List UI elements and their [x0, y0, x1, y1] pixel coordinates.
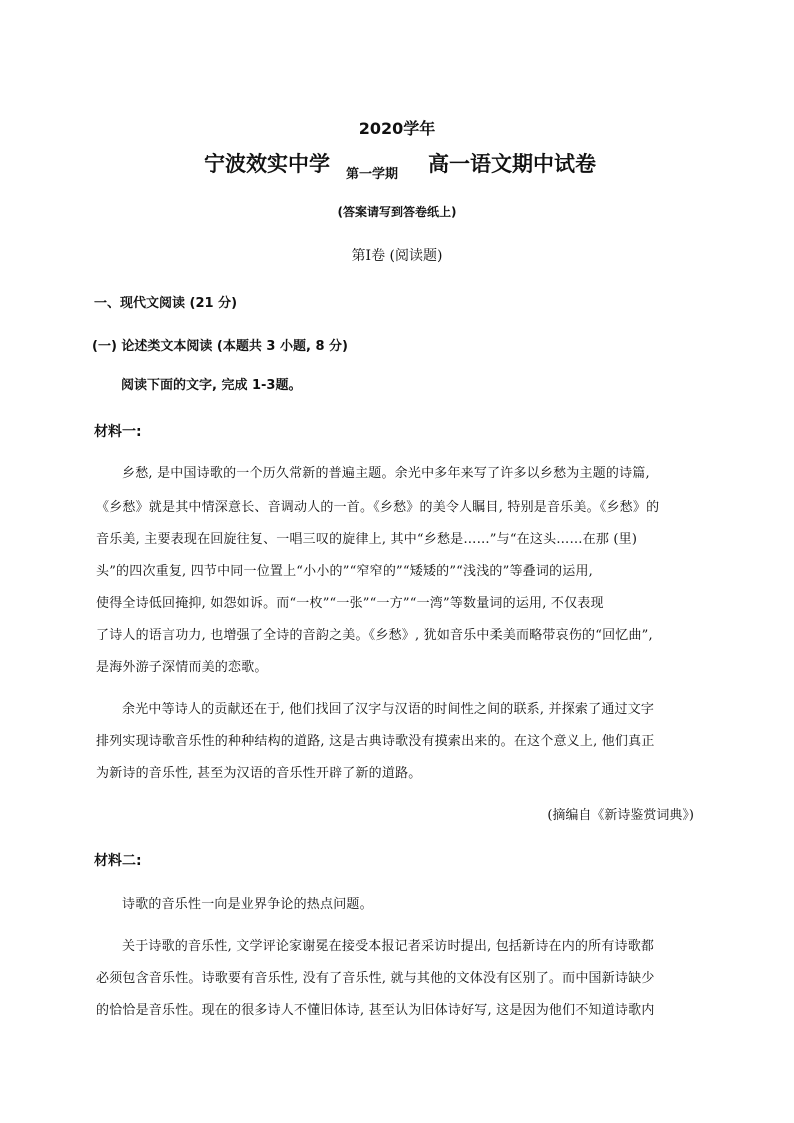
semester-label: 第一学期	[346, 167, 399, 182]
text-line: 为新诗的音乐性, 甚至为汉语的音乐性开辟了新的道路。	[96, 766, 422, 781]
subsection-heading: (一) 论述类文本阅读 (本题共 3 小题, 8 分)	[92, 339, 348, 354]
text-line: 头”的四次重复, 四节中同一位置上“小小的”“窄窄的”“矮矮的”“浅浅的”等叠词的运用,	[96, 564, 594, 579]
volume-title: 第Ⅰ卷 (阅读题)	[351, 248, 443, 264]
text-line: 余光中等诗人的贡献还在于, 他们找回了汉字与汉语的时间性之间的联系, 并探索了通过文字	[122, 702, 655, 717]
text-line: 必须包含音乐性。诗歌要有音乐性, 没有了音乐性, 就与其他的文体没有区别了。而中国新诗缺少	[96, 971, 655, 986]
text-line: 了诗人的语言功力, 也增强了全诗的音韵之美。《乡愁》, 犹如音乐中柔美而略带哀伤的“回忆曲”,	[96, 628, 653, 643]
answer-note: (答案请写到答卷纸上)	[337, 205, 457, 219]
text-line: 乡愁, 是中国诗歌的一个历久常新的普遍主题。余光中多年来写了许多以乡愁为主题的诗篇,	[122, 466, 650, 481]
text-line: 使得全诗低回掩抑, 如怨如诉。而“一枚”“一张”“一方”“一湾”等数量词的运用, 不仅表现	[96, 596, 604, 611]
reading-instruction: 阅读下面的文字, 完成 1-3题。	[121, 378, 302, 393]
text-line: 音乐美, 主要表现在回旋往复、一唱三叹的旋律上, 其中“乡愁是……”与“在这头……在那 (里)	[96, 532, 638, 547]
material-one-source: (摘编自《新诗鉴赏词典》)	[547, 808, 694, 823]
material-two-label: 材料二:	[94, 853, 142, 869]
school-name: 宁波效实中学	[204, 152, 330, 176]
text-line: 的恰恰是音乐性。现在的很多诗人不懂旧体诗, 甚至认为旧体诗好写, 这是因为他们不知道诗歌内	[96, 1003, 655, 1018]
section-heading: 一、现代文阅读 (21 分)	[94, 296, 238, 311]
text-line: 关于诗歌的音乐性, 文学评论家谢冕在接受本报记者采访时提出, 包括新诗在内的所有诗歌都	[122, 939, 655, 954]
text-line: 排列实现诗歌音乐性的种种结构的道路, 这是古典诗歌没有摸索出来的。在这个意义上, 他们真正	[96, 734, 655, 749]
year-label: 2020学年	[358, 119, 436, 138]
exam-title: 高一语文期中试卷	[428, 152, 596, 176]
material-two-paragraph-1: 诗歌的音乐性一向是业界争论的热点问题。	[122, 897, 373, 912]
material-one-label: 材料一:	[94, 424, 142, 440]
text-line: 是海外游子深情而美的恋歌。	[96, 660, 268, 675]
text-line: 《乡愁》就是其中情深意长、音调动人的一首。《乡愁》的美令人瞩目, 特别是音乐美。《乡愁》的	[96, 500, 660, 515]
